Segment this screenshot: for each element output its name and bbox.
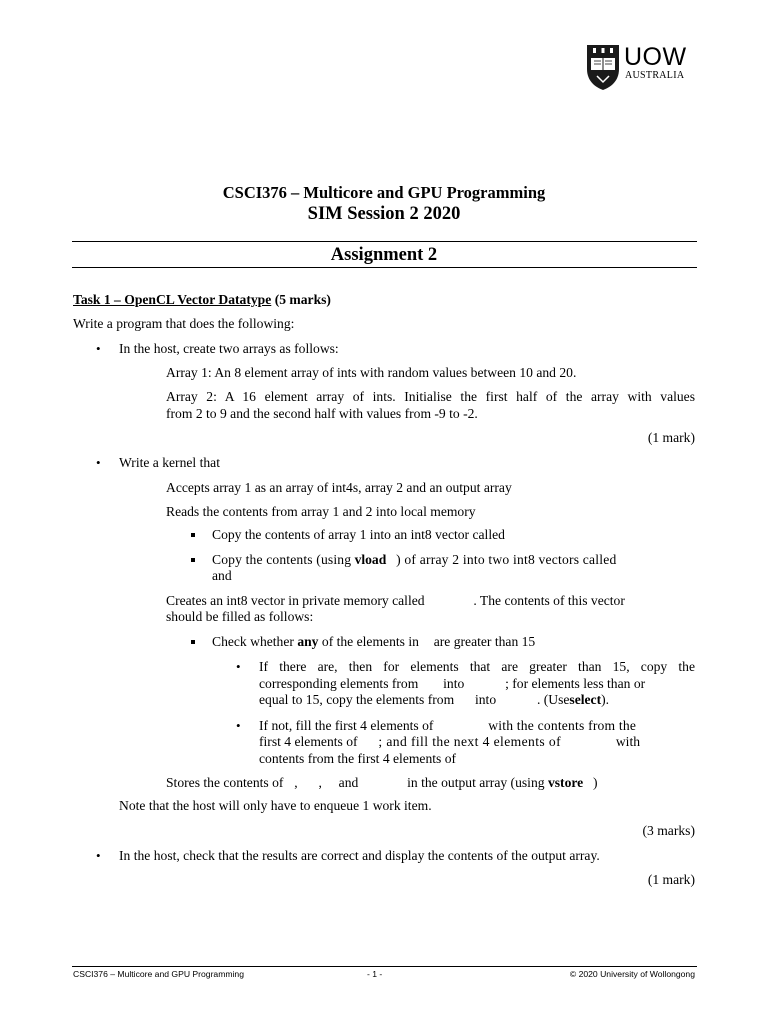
array1-text: Array 1: An 8 element array of ints with random values between 10 and 20.: [166, 365, 577, 380]
header-rule-top: [72, 241, 697, 242]
stores-b: in the output array (using: [407, 775, 545, 790]
if-line2-b: into: [443, 676, 465, 691]
if-line3-c: . (Use: [536, 692, 570, 707]
ifnot-line2-c: with: [615, 734, 641, 749]
mark-1b: (1 mark): [647, 872, 695, 887]
stores-a: Stores the contents of: [166, 775, 284, 790]
footer-page-number: - 1 -: [367, 969, 383, 979]
ifnot-line1-a: If not, fill the first 4 elements of: [259, 718, 434, 733]
logo-subtitle: AUSTRALIA: [625, 70, 685, 81]
stores-c: ): [593, 775, 598, 790]
bullet-dot: •: [96, 341, 101, 356]
creates-a: Creates an int8 vector in private memory called: [166, 593, 425, 608]
stores-line: [166, 775, 598, 792]
note-text: Note that the host will only have to enqueue 1 work item.: [119, 798, 432, 813]
bullet-dot: •: [236, 659, 241, 674]
stores-and: and: [338, 775, 359, 790]
accepts-text: Accepts array 1 as an array of int4s, array 2 and an output array: [166, 480, 512, 495]
task-intro: Write a program that does the following:: [73, 316, 295, 331]
bullet-dot: •: [96, 848, 101, 863]
copy2-b: ) of array 2 into two int8 vectors called: [396, 552, 617, 567]
mark-1: (1 mark): [647, 430, 695, 445]
ifnot-line2-a: first 4 elements of: [259, 734, 358, 749]
course-title: CSCI376 – Multicore and GPU Programming: [222, 183, 546, 202]
host-check-text: In the host, check that the results are correct and display the contents of the output array.: [119, 848, 600, 863]
check-a: Check whether: [212, 634, 294, 649]
ifnot-line1: [259, 718, 695, 735]
check-line: [212, 634, 535, 651]
copy2-line1: [212, 552, 695, 569]
ifnot-line2: [259, 734, 695, 751]
copy2-vload: vload: [354, 552, 387, 567]
logo-name: UOW: [624, 43, 687, 71]
if-line3-a: equal to 15, copy the elements from: [259, 692, 455, 707]
if-line3: [259, 692, 609, 709]
kernel-intro: Write a kernel that: [119, 455, 220, 470]
if-line3-b: into: [474, 692, 497, 707]
if-line1: If there are, then for elements that are greater than 15, copy the: [259, 659, 695, 674]
if-line3-d: ).: [601, 692, 610, 707]
check-b: of the elements in: [321, 634, 419, 649]
ifnot-line2-b: ; and fill the next 4 elements of: [378, 734, 562, 749]
if-line3-select: select: [569, 692, 602, 707]
square-bullet: [191, 558, 195, 562]
task-marks: (5 marks): [274, 292, 331, 307]
footer-right: © 2020 University of Wollongong: [569, 969, 695, 979]
uow-crest-icon: [585, 43, 621, 91]
if-line2-c: ; for elements less than or: [505, 676, 646, 691]
stores-vstore: vstore: [547, 775, 584, 790]
stores-comma2: ,: [318, 775, 322, 790]
session-title: SIM Session 2 2020: [307, 204, 461, 224]
square-bullet: [191, 640, 195, 644]
uow-logo: [585, 43, 695, 91]
array2-line1: Array 2: A 16 element array of ints. Initialise the first half of the array with values: [166, 389, 695, 404]
host-create-text: In the host, create two arrays as follows:: [119, 341, 339, 356]
reads-text: Reads the contents from array 1 and 2 into local memory: [166, 504, 476, 519]
task-heading: [73, 292, 331, 309]
copy2-and: and: [212, 568, 232, 583]
creates-line2: should be filled as follows:: [166, 609, 314, 624]
copy2-a: Copy the contents (using: [212, 552, 352, 567]
footer-left: CSCI376 – Multicore and GPU Programming: [73, 969, 244, 979]
creates-line1: [166, 593, 695, 610]
if-line2-a: corresponding elements from: [259, 676, 419, 691]
mark-3: (3 marks): [642, 823, 695, 838]
square-bullet: [191, 533, 195, 537]
assignment-title: Assignment 2: [330, 245, 438, 265]
check-c: are greater than 15: [433, 634, 536, 649]
if-line2: [259, 676, 695, 693]
task-title: Task 1 – OpenCL Vector Datatype: [73, 292, 272, 307]
ifnot-line3: contents from the first 4 elements of: [259, 751, 457, 766]
footer-rule: [72, 966, 697, 967]
creates-b: . The contents of this vector: [473, 593, 625, 608]
array2-line2: from 2 to 9 and the second half with values from -9 to -2.: [166, 406, 478, 421]
ifnot-line1-b: with the contents from the: [488, 718, 637, 733]
check-any: any: [297, 634, 319, 649]
copy1-text: Copy the contents of array 1 into an int8 vector called: [212, 527, 505, 542]
header-rule-bottom: [72, 267, 697, 268]
stores-comma1: ,: [294, 775, 298, 790]
bullet-dot: •: [96, 455, 101, 470]
bullet-dot: •: [236, 718, 241, 733]
